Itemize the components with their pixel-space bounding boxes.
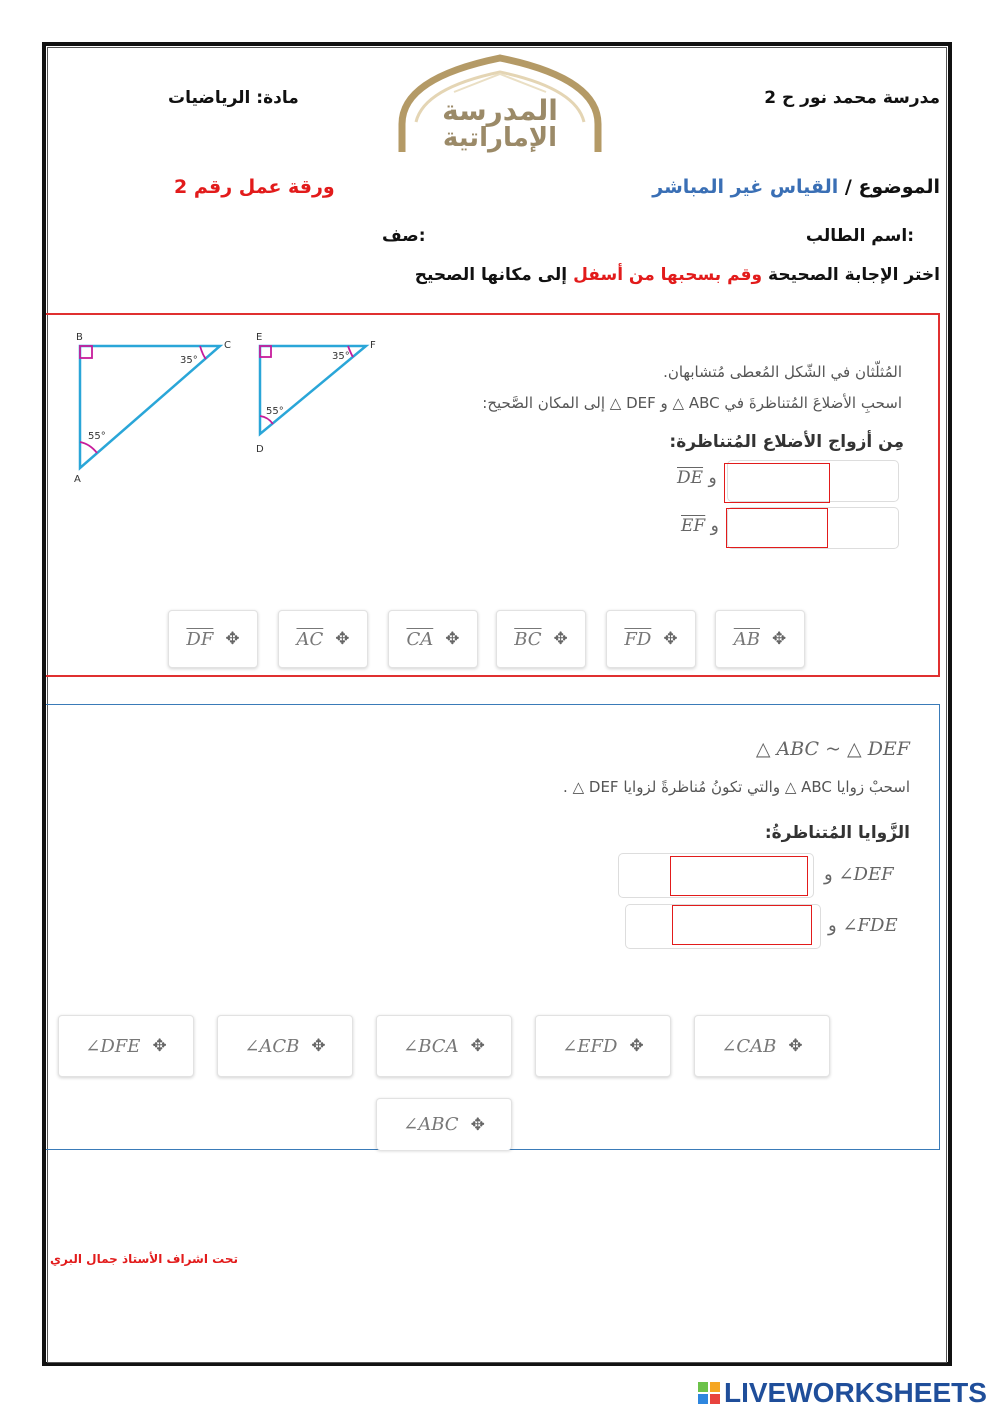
q2-answer-box-1[interactable] [670,856,808,896]
school-logo [394,52,606,156]
drag-tile-fd[interactable] [606,610,696,668]
right-angle-mark-e [260,346,271,357]
tile-label: ∠ACB [244,1035,300,1057]
liveworksheets-brand [698,1378,987,1408]
tile-label: $\overline{DF}$ [186,628,214,650]
class-label: صف: [382,226,426,246]
instruction-part3: إلى مكانها الصحيح [414,265,568,285]
drag-tile-ca[interactable] [388,610,478,668]
q2-similarity: △ ABC ~ △ DEF [755,738,910,760]
move-icon: ✥ [629,1036,644,1056]
angle-mark-d [260,416,273,424]
move-icon: ✥ [311,1036,326,1056]
q1-row1-conj: و [708,468,717,488]
vertex-c-label: C [224,340,231,351]
drag-tile-angle-cab[interactable] [694,1015,830,1077]
move-icon: ✥ [152,1036,167,1056]
vertex-f-label: F [370,340,376,351]
angle-f-label: 35° [332,351,350,362]
q1-answer-box-2[interactable] [726,508,828,548]
topic-name: القياس غير المباشر [652,176,839,198]
angle-mark-a [80,442,97,453]
tile-label: ∠BCA [403,1035,459,1057]
worksheet-number: ورقة عمل رقم 2 [174,176,335,198]
drag-tile-angle-bca[interactable] [376,1015,512,1077]
tile-label: $\overline{AB}$ [733,628,760,650]
move-icon: ✥ [771,629,787,649]
q2-row2-conj: و [828,915,837,936]
q1-line1: المُثلّثان في الشّكل المُعطى مُتشابهان. [663,363,902,381]
drag-tile-ac[interactable] [278,610,368,668]
q2-row2-angle: ∠FDE [842,915,898,936]
tile-label: $\overline{CA}$ [406,628,434,650]
drag-tile-df[interactable] [168,610,258,668]
q2-subtitle: الزَّوايا المُتناظرةُ: [764,823,910,843]
vertex-d-label: D [256,444,264,455]
tile-label: $\overline{BC}$ [514,628,542,650]
drag-tile-bc[interactable] [496,610,586,668]
q1-row1-label [677,468,717,488]
tile-label: ∠DFE [85,1035,141,1057]
drag-tile-angle-acb[interactable] [217,1015,353,1077]
vertex-a-label: A [74,474,81,485]
angle-a-label: 55° [88,431,106,442]
move-icon: ✥ [225,629,240,649]
move-icon: ✥ [788,1036,803,1056]
instruction-line [415,265,940,285]
brand-text: LIVEWORKSHEETS [724,1377,987,1408]
subject-label: مادة: الرياضيات [168,88,299,108]
q1-row2-conj: و [710,516,719,536]
tile-label: ∠ABC [403,1114,459,1135]
vertex-e-label: E [256,332,263,343]
move-icon: ✥ [470,1114,485,1135]
q1-row2-segment: $\overline{EF}$ [681,516,706,536]
triangles-figure [66,328,396,488]
move-icon: ✥ [445,629,460,649]
angle-mark-c [200,346,206,359]
q1-subtitle: مِن أزواج الأضلاع المُتناظرة: [669,432,904,452]
q1-answer-box-1[interactable] [724,463,830,503]
move-icon: ✥ [553,629,568,649]
vertex-b-label: B [76,332,83,343]
tile-label: $\overline{FD}$ [624,628,652,650]
logo-text-2: الإماراتية [442,123,558,153]
angle-d-label: 55° [266,406,284,417]
angle-c-label: 35° [180,355,198,366]
q1-row1-segment: $\overline{DE}$ [677,468,704,488]
move-icon: ✥ [470,1036,485,1056]
q1-line2: اسحبِ الأضلاعَ المُتناظرةَ في ABC △ و DEF △ إلى المكان الصَّحيح: [482,394,902,412]
q1-row2-label [681,516,719,536]
topic-line [652,176,940,198]
q2-answer-box-2[interactable] [672,905,812,945]
supervisor-note: تحت اشراف الأستاذ جمال البري [50,1252,239,1266]
liveworksheets-logo-icon [698,1382,720,1404]
logo-text-1: المدرسة [442,94,558,127]
drag-tile-angle-efd[interactable] [535,1015,671,1077]
q2-row1-conj: و [824,864,833,885]
drag-tile-angle-dfe[interactable] [58,1015,194,1077]
drag-tile-angle-abc[interactable] [376,1098,512,1150]
move-icon: ✥ [335,629,350,649]
tile-label: ∠EFD [562,1035,618,1057]
instruction-part2: وقم بسحبها من أسفل [573,265,763,285]
tile-label: $\overline{AC}$ [296,628,324,650]
q2-row1-label [824,864,894,885]
student-name-label: اسم الطالب: [805,226,914,246]
move-icon: ✥ [663,629,678,649]
q2-row2-label [828,915,898,936]
drag-tile-ab[interactable] [715,610,805,668]
q2-instruction: اسحبْ زوايا ABC △ والتي تكونُ مُناظرةً لزوايا DEF △ . [563,778,910,796]
tile-label: ∠CAB [721,1035,777,1057]
triangle-def [260,346,366,434]
school-name: مدرسة محمد نور ح 2 [764,88,940,108]
triangle-abc [80,346,220,468]
right-angle-mark-b [80,346,92,358]
instruction-part1: اختر الإجابة الصحيحة [768,265,940,285]
q2-row1-angle: ∠DEF [838,864,894,885]
topic-prefix: الموضوع / [844,176,940,198]
